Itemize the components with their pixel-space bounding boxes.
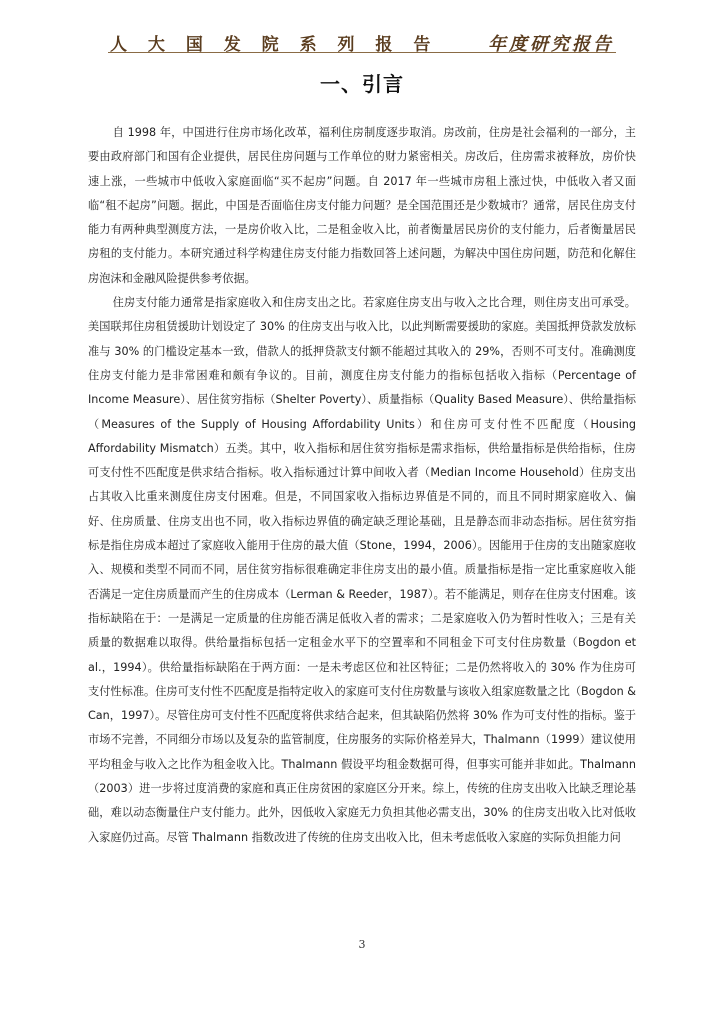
header-divider	[108, 52, 616, 53]
header-series-title: 年度研究报告	[488, 34, 614, 55]
section-title: 一、引言	[320, 72, 404, 96]
paragraph: 自 1998 年，中国进行住房市场化改革，福利住房制度逐步取消。房改前，住房是社会福利的一部分，主要由政府部门和国有企业提供，居民住房问题与工作单位的财力紧密相关。房改后，住房需求被释放，房价快速上涨，一些城市中低收入家庭面临“买不起房”问题。自 2017 年一些城市房租上涨过快，中低收入者又面临“租不起房”问题。据此，中国是否面临住房支付能力问题？是全国范围还是少数城市？通常，居民住房支付能力有两种典型测度方法，一是房价收入比，二是租金收入比，前者衡量居民房价的支付能力，后者衡量居民房租的支付能力。本研究通过科学构建住房支付能力指数回答上述问题，为解决中国住房问题，防范和化解住房泡沫和金融风险提供参考依据。	[88, 126, 636, 285]
paragraph: 住房支付能力通常是指家庭收入和住房支出之比。若家庭住房支出与收入之比合理，则住房支出可承受。美国联邦住房租赁援助计划设定了 30% 的住房支出与收入比，以此判断需要援助的家庭。美国抵押贷款发放标准与 30% 的门槛设定基本一致，借款人的抵押贷款支付额不能超过其收入的 29%，否则不可支付。准确测度住房支付能力是非常困难和颇有争议的。目前，测度住房支付能力的指标包括收入指标（Percentage of Income Measure）、居住贫穷指标（Shelter Poverty）、质量指标（Quality Based Measure）、供给量指标（Measures of the Supply of Housing Affordability Units）和住房可支付性不匹配度（Housing Affordability Mismatch）五类。其中，收入指标和居住贫穷指标是需求指标，供给量指标是供给指标，住房可支付性不匹配度是供求结合指标。收入指标通过计算中间收入者（Median Income Household）住房支出占其收入比重来测度住房支付困难。但是，不同国家收入指标边界值是不同的，而且不同时期家庭收入、偏好、住房质量、住房支出也不同，收入指标边界值的确定缺乏理论基础，且是静态而非动态指标。居住贫穷指标是指住房成本超过了家庭收入能用于住房的最大值（Stone，1994，2006）。因能用于住房的支出随家庭收入、规模和类型不同而不同，居住贫穷指标很难确定非住房支出的最小值。质量指标是指一定比重家庭收入能否满足一定住房质量而产生的住房成本（Lerman & Reeder，1987）。若不能满足，则存在住房支付困难。该指标缺陷在于：一是满足一定质量的住房能否满足低收入者的需求；二是家庭收入仍为暂时性收入；三是有关质量的数据难以取得。供给量指标包括一定租金水平下的空置率和不同租金下可支付住房数量（Bogdon et al.，1994）。供给量指标缺陷在于两方面：一是未考虑区位和社区特征；二是仍然将收入的 30% 作为住房可支付性标准。住房可支付性不匹配度是指特定收入的家庭可支付住房数量与该收入组家庭数量之比（Bogdon & Can，1997）。尽管住房可支付性不匹配度将供求结合起来，但其缺陷仍然将 30% 作为可支付性的指标。鉴于市场不完善，不同细分市场以及复杂的监管制度，住房服务的实际价格差异大，Thalmann（1999）建议使用平均租金与收入之比作为租金收入比。Thalmann 假设平均租金数据可得，但事实可能并非如此。Thalmann（2003）进一步将过度消费的家庭和真正住房贫困的家庭区分开来。综上，传统的住房支出收入比缺乏理论基础，难以动态衡量住户支付能力。此外，因低收入家庭无力负担其他必需支出，30% 的住房支出收入比对低收入家庭仍过高。尽管 Thalmann 指数改进了传统的住房支出收入比，但未考虑低收入家庭的实际负担能力问	[88, 296, 636, 844]
page-number: 3	[358, 938, 366, 951]
header-org-title: 人 大 国 发 院 系 列 报 告	[110, 35, 438, 55]
body-text	[88, 121, 636, 850]
